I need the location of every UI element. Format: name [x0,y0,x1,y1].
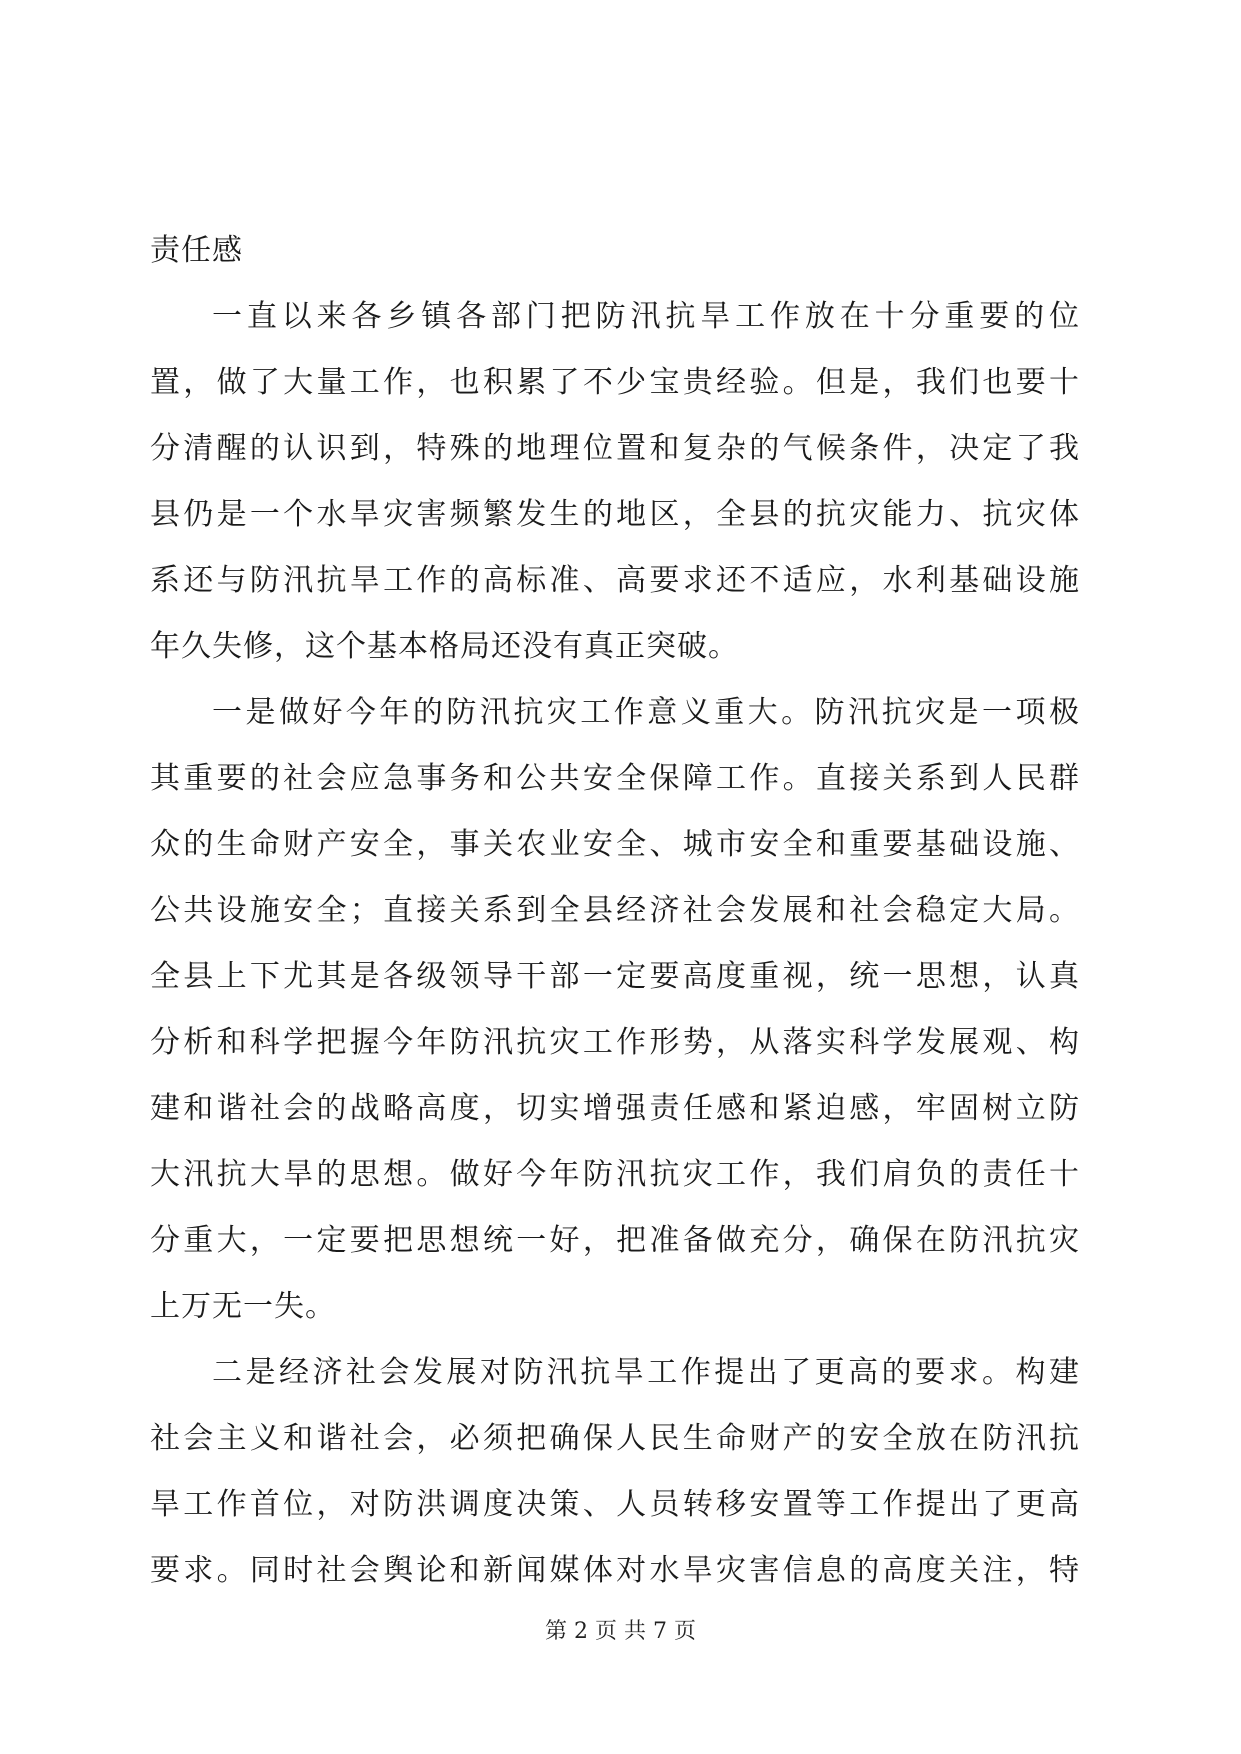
text-line: 二是经济社会发展对防汛抗旱工作提出了更高的要求。构建 [212,1355,1080,1390]
text-line: 大汛抗大旱的思想。做好今年防汛抗灾工作，我们肩负的责任十 [150,1157,1080,1192]
text-line: 众的生命财产安全，事关农业安全、城市安全和重要基础设施、 [150,827,1080,862]
text-line: 责任感 [150,233,243,268]
document-body [150,218,1080,1604]
text-line: 全县上下尤其是各级领导干部一定要高度重视，统一思想，认真 [150,959,1080,994]
text-line: 其重要的社会应急事务和公共安全保障工作。直接关系到人民群 [150,761,1080,796]
text-line: 县仍是一个水旱灾害频繁发生的地区，全县的抗灾能力、抗灾体 [150,497,1080,532]
text-line: 置，做了大量工作，也积累了不少宝贵经验。但是，我们也要十 [150,365,1080,400]
text-line: 公共设施安全；直接关系到全县经济社会发展和社会稳定大局。 [150,893,1080,928]
page-number: 第 2 页 共 7 页 [545,1619,696,1644]
text-line: 旱工作首位，对防洪调度决策、人员转移安置等工作提出了更高 [150,1487,1080,1522]
text-line: 要求。同时社会舆论和新闻媒体对水旱灾害信息的高度关注，特 [150,1553,1080,1588]
text-line: 社会主义和谐社会，必须把确保人民生命财产的安全放在防汛抗 [150,1421,1080,1456]
text-line: 分析和科学把握今年防汛抗灾工作形势，从落实科学发展观、构 [150,1025,1080,1060]
text-line: 一直以来各乡镇各部门把防汛抗旱工作放在十分重要的位 [212,299,1080,334]
text-line: 年久失修，这个基本格局还没有真正突破。 [150,629,739,664]
text-line: 建和谐社会的战略高度，切实增强责任感和紧迫感，牢固树立防 [150,1091,1080,1126]
text-line: 分清醒的认识到，特殊的地理位置和复杂的气候条件，决定了我 [150,431,1080,466]
text-line: 上万无一失。 [150,1289,336,1324]
text-line: 分重大，一定要把思想统一好，把准备做充分，确保在防汛抗灾 [150,1223,1080,1258]
text-line: 一是做好今年的防汛抗灾工作意义重大。防汛抗灾是一项极 [212,695,1080,730]
text-line: 系还与防汛抗旱工作的高标准、高要求还不适应，水利基础设施 [150,563,1080,598]
